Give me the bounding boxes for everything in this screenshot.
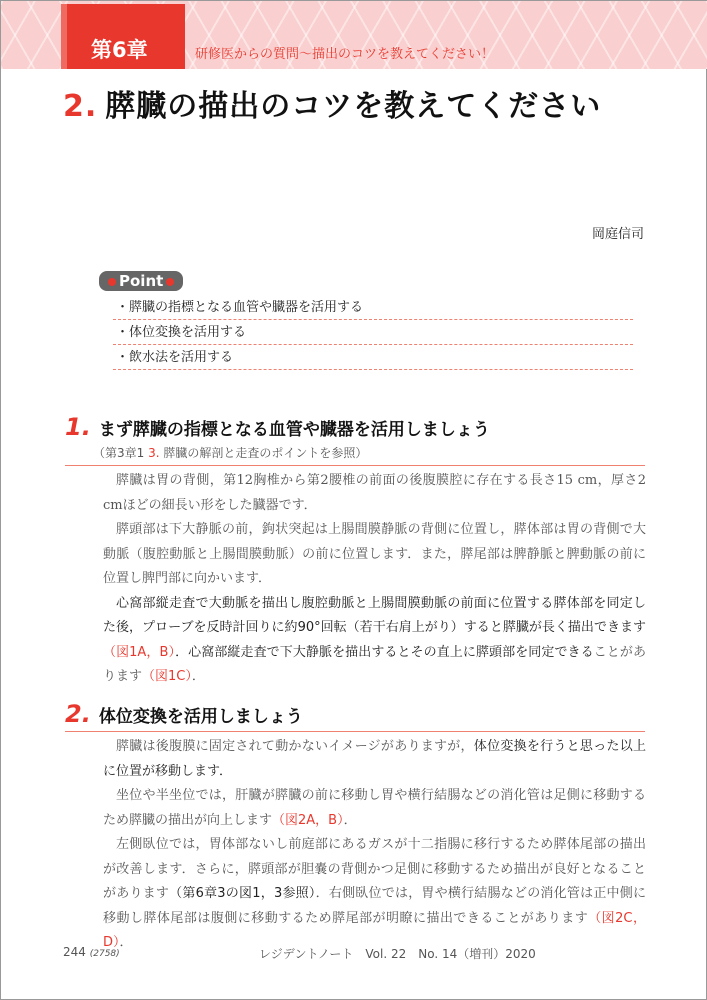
text: ． bbox=[191, 669, 205, 684]
section-2-heading bbox=[65, 700, 303, 728]
title-number: 2. bbox=[63, 89, 98, 124]
section-title: 体位変換を活用しましょう bbox=[98, 707, 303, 727]
section-2-body bbox=[103, 735, 646, 956]
figure-link[interactable]: （図2C，D） bbox=[103, 910, 646, 950]
section-1-heading bbox=[65, 413, 490, 441]
point-item: ・体位変換を活用する bbox=[113, 320, 633, 345]
paragraph: 膵臓は胃の背側，第12胸椎から第2腰椎の前面の後腹膜腔に存在する長さ15 cm，厚さ2 cmほどの細長い形をした臓器です． bbox=[103, 473, 646, 513]
figure-link[interactable]: （図1C） bbox=[142, 669, 192, 684]
point-list bbox=[113, 295, 633, 370]
ref-text: 膵臓の解剖と走査のポイントを参照） bbox=[159, 446, 368, 460]
divider bbox=[65, 731, 645, 732]
paragraph bbox=[103, 784, 646, 833]
text: 体位変換を行うと思った以上に位置が移動します． bbox=[103, 739, 646, 779]
author: 岡庭信司 bbox=[591, 227, 644, 242]
section-1-reference bbox=[93, 444, 367, 461]
text: ． bbox=[119, 935, 133, 950]
text: 膵臓は後腹膜に固定されて動かないイメージがありますが， bbox=[116, 739, 474, 754]
text: ．心窩部縦走査で下大静脈を描出するとその直上に膵頭部を同定できる bbox=[175, 644, 594, 660]
section-title: まず膵臓の指標となる血管や臓器を活用しましょう bbox=[98, 420, 490, 440]
page-number bbox=[63, 945, 120, 959]
paragraph bbox=[103, 592, 646, 690]
section-number: 2. bbox=[65, 700, 91, 728]
point-label: Point bbox=[119, 272, 164, 290]
page-number-text: 244 bbox=[63, 945, 86, 959]
text: （第6章3の図1，3参照） bbox=[169, 886, 316, 901]
paragraph: 膵頭部は下大静脈の前，鉤状突起は上腸間膜静脈の背側に位置し，膵体部は胃の背側で大動脈（腹腔動脈と上腸間膜動脈）の前に位置します．また，膵尾部は脾静脈と脾動脈の前に位置し脾門部に向かいます． bbox=[103, 522, 646, 586]
section-number: 1. bbox=[65, 413, 91, 441]
title-text: 膵臓の描出のコツを教えてください bbox=[105, 89, 602, 124]
point-item: ・飲水法を活用する bbox=[113, 345, 633, 370]
chapter-subtitle: 研修医からの質問〜描出のコツを教えてください！ bbox=[195, 47, 495, 62]
dot-icon bbox=[166, 278, 174, 286]
page-number-sub: (2758) bbox=[89, 949, 120, 959]
ref-link[interactable]: 3. bbox=[148, 446, 160, 460]
section-1-body bbox=[103, 469, 646, 690]
dot-icon bbox=[108, 278, 116, 286]
text: ．右側臥位では，胃や横行結腸などの消化管は正中側に移動し膵体尾部は腹側に移動するため膵尾部が明瞭に描出できることがあります bbox=[103, 886, 646, 926]
chapter-label: 第6章 bbox=[91, 38, 148, 62]
figure-link[interactable]: （図2A，B） bbox=[272, 812, 344, 828]
journal-name: レジデントノート Vol. 22 No. 14（増刊）2020 bbox=[259, 947, 536, 961]
paragraph bbox=[103, 735, 646, 784]
chapter-badge bbox=[61, 4, 185, 69]
point-item: ・膵臓の指標となる血管や臓器を活用する bbox=[113, 295, 633, 320]
page-title bbox=[63, 81, 601, 125]
text: ． bbox=[343, 812, 357, 828]
paragraph bbox=[103, 833, 646, 956]
text: 心窩部縦走査で大動脈を描出し腹腔動脈と上腸間膜動脈の前面に位置する膵体部を同定した後，プローブを反時計回りに約90°回転（若干右肩上がり）すると膵臓が長く描出できます bbox=[103, 595, 646, 635]
text: 左側臥位では，胃体部ないし前庭部にあるガスが十二指腸に移行するため膵体尾部の描出が改善します．さらに，膵頭部が胆嚢の背側かつ足側に移動するため描出が良好となることがあります bbox=[103, 837, 646, 901]
ref-text: （第3章1 bbox=[93, 446, 149, 460]
figure-link[interactable]: （図1A，B） bbox=[103, 644, 176, 660]
point-badge bbox=[99, 271, 183, 291]
divider bbox=[65, 465, 645, 466]
text: ことがあります bbox=[103, 644, 646, 684]
text: 坐位や半坐位では，肝臓が膵臓の前に移動し胃や横行結腸などの消化管は足側に移動するため膵臓の描出が向上します bbox=[103, 788, 646, 828]
